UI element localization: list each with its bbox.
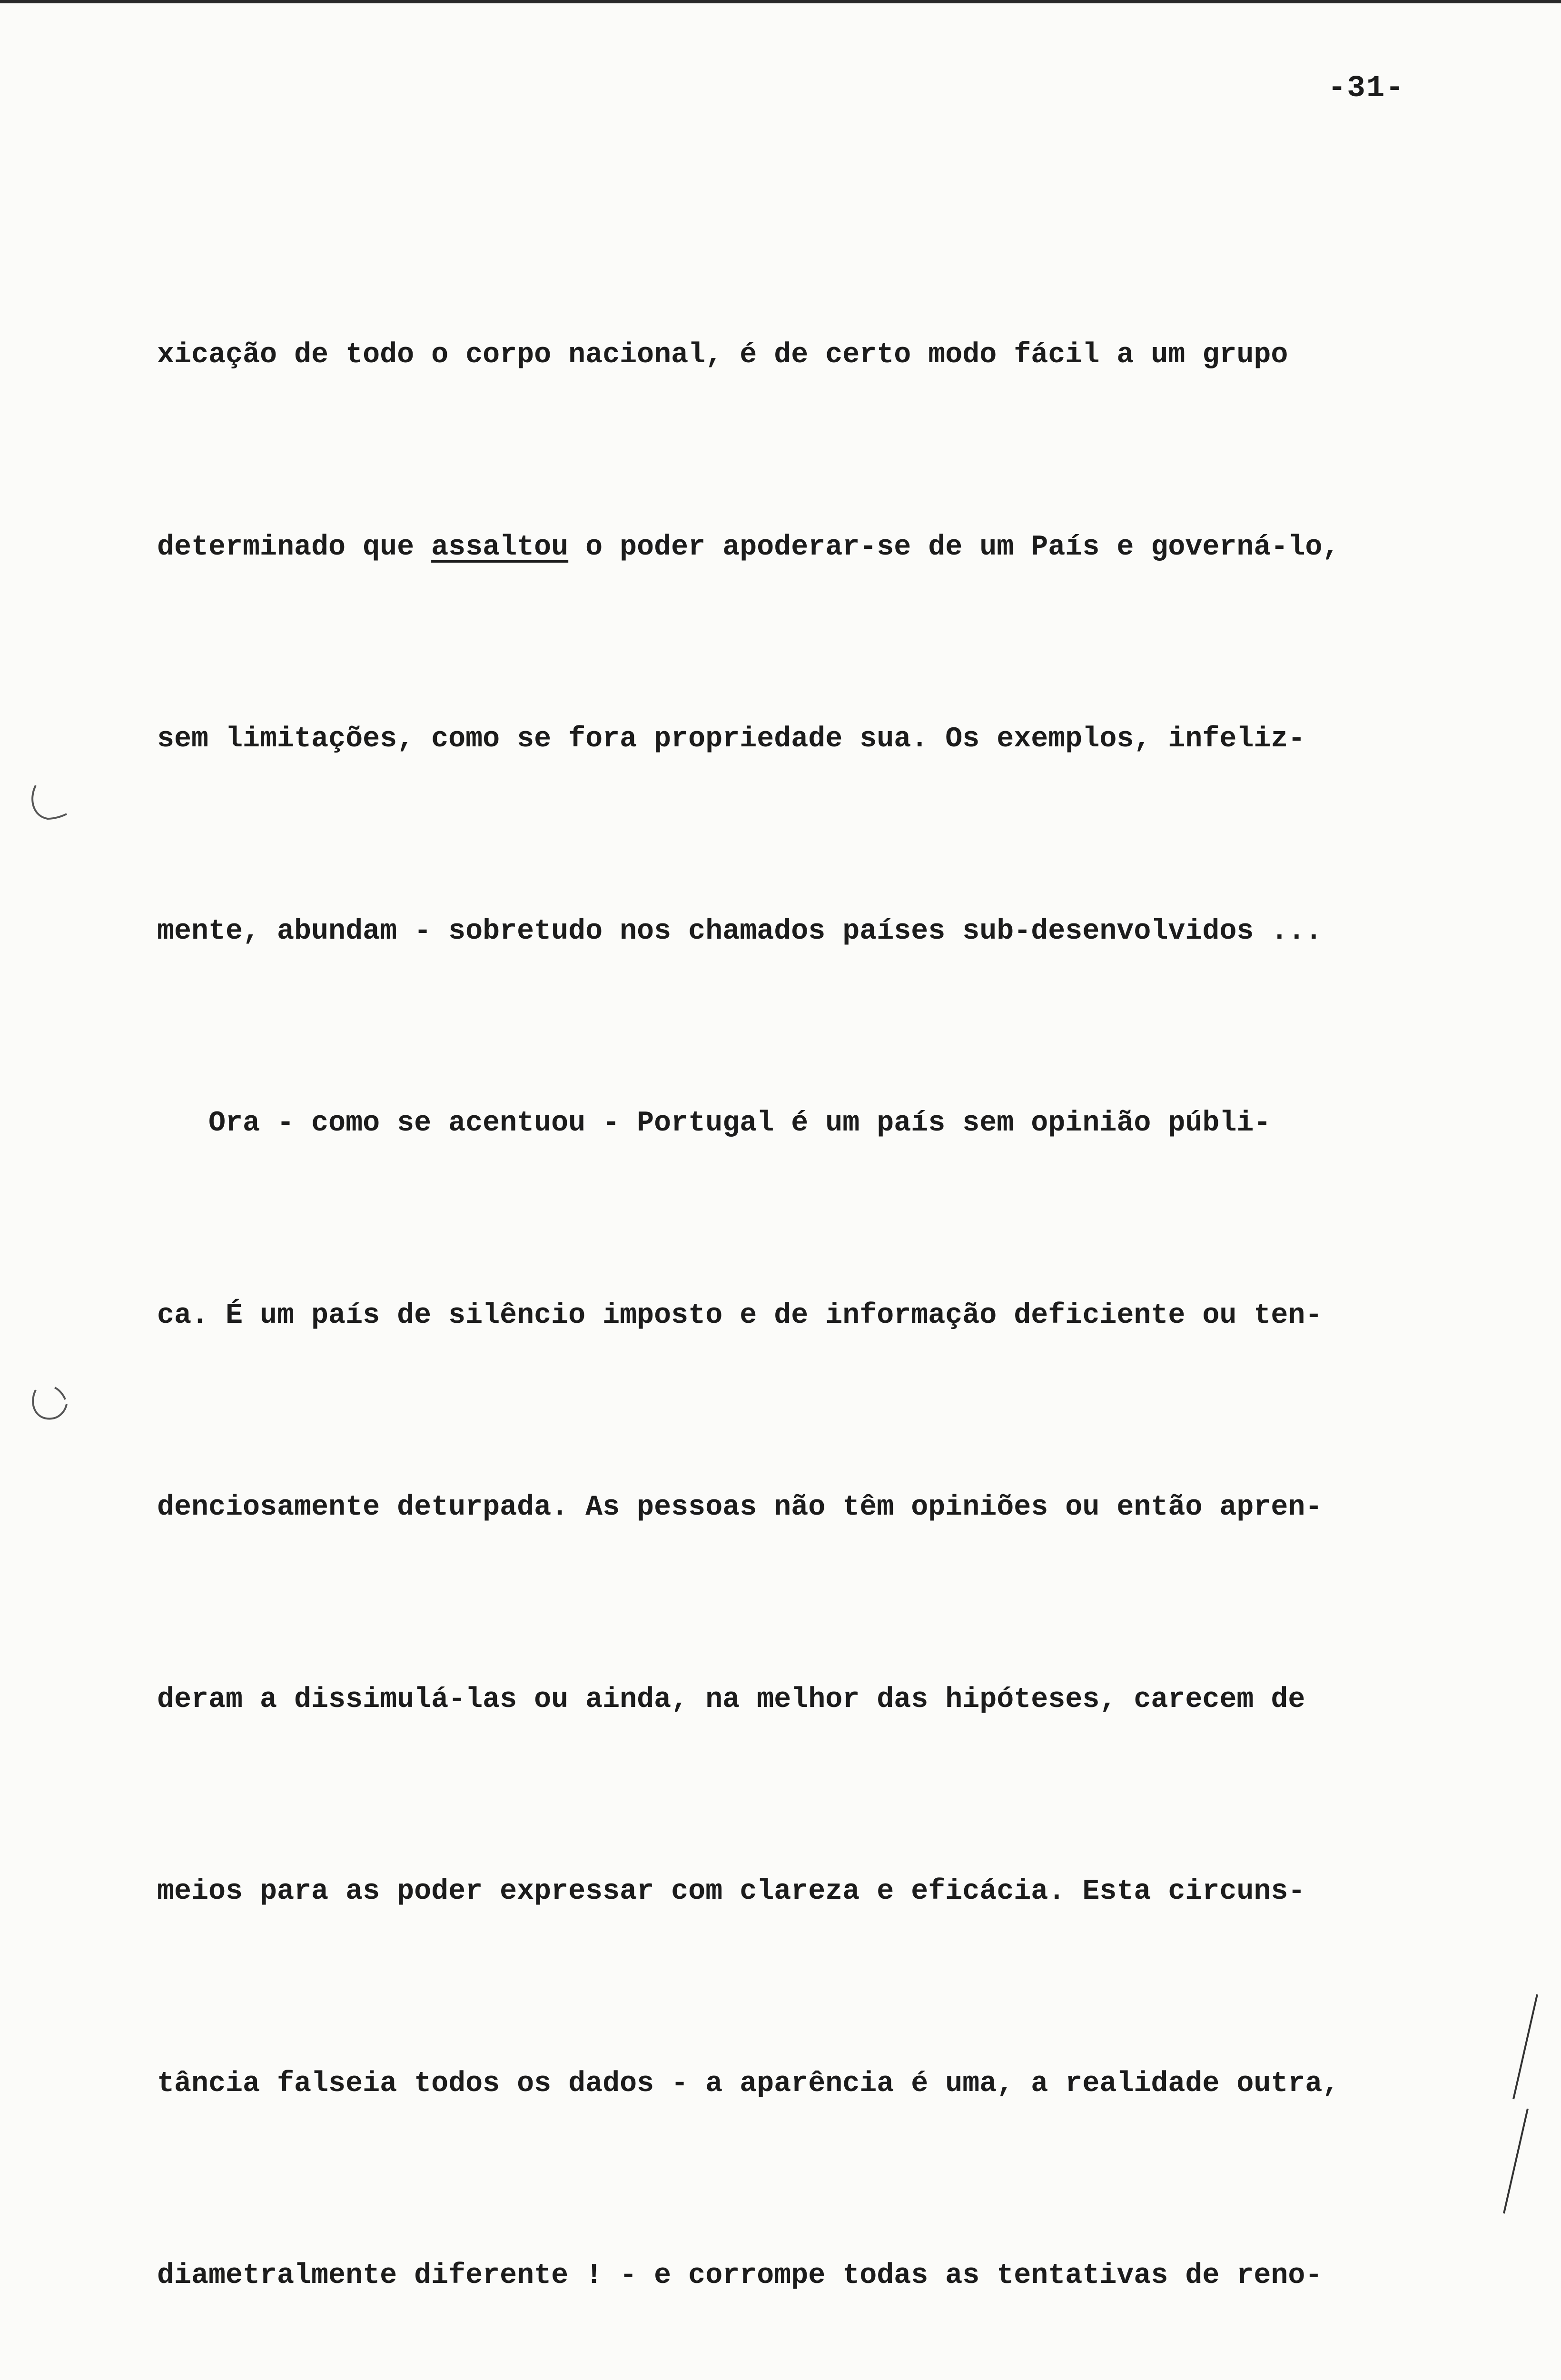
text-line: ca. É um país de silêncio imposto e de informação deficiente ou ten-: [157, 1299, 1323, 1332]
text-line: xicação de todo o corpo nacional, é de certo modo fácil a um grupo: [157, 339, 1288, 371]
text-line: meios para as poder expressar com clareza e eficácia. Esta circuns-: [157, 1875, 1305, 1908]
text-line: Ora - como se acentuou - Portugal é um país sem opinião públi-: [157, 1107, 1271, 1140]
underlined-word: assaltou: [431, 531, 569, 564]
binder-hole-mark: [26, 781, 69, 823]
pen-stroke-mark: [1466, 1990, 1542, 2218]
top-rule: [0, 0, 1561, 3]
text-line: sem limitações, como se fora propriedade sua. Os exemplos, infeliz-: [157, 723, 1305, 755]
text-line: tância falseia todos os dados - a aparência é uma, a realidade outra,: [157, 2067, 1340, 2100]
text-line: mente, abundam - sobretudo nos chamados países sub-desenvolvidos ...: [157, 915, 1323, 948]
page-number: -31-: [1328, 71, 1405, 106]
binder-hole-mark: [26, 1380, 69, 1423]
text-line: deram a dissimulá-las ou ainda, na melhor das hipóteses, carecem de: [157, 1683, 1305, 1716]
typed-text-body: [157, 195, 1513, 2380]
text-line: diametralmente diferente ! - e corrompe todas as tentativas de reno-: [157, 2260, 1323, 2292]
text-line: determinado que assaltou o poder apoderar-se de um País e governá-lo,: [157, 531, 1340, 564]
text-line: denciosamente deturpada. As pessoas não têm opiniões ou então apren-: [157, 1491, 1323, 1524]
